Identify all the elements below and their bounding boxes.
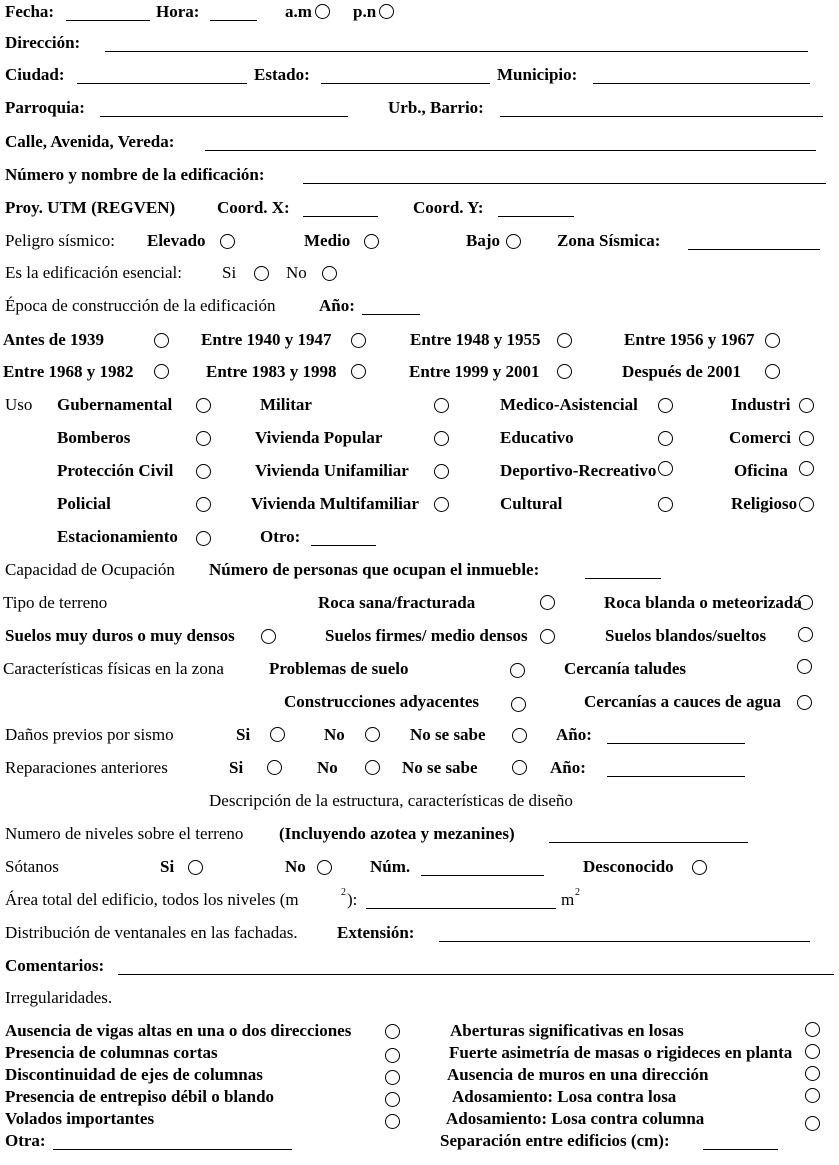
terreno-option-label: Suelos muy duros o muy densos: [5, 626, 235, 645]
danos-ano-input[interactable]: [607, 743, 745, 744]
terreno-option-radio[interactable]: [798, 595, 813, 610]
calle-input[interactable]: [205, 150, 816, 151]
irregularidad-checkbox[interactable]: [805, 1044, 820, 1059]
zona-option-label: Construcciones adyacentes: [284, 692, 480, 711]
urb-input[interactable]: [500, 116, 823, 117]
zona-option-label: Cercanía taludes: [564, 659, 686, 678]
niveles-input[interactable]: [549, 842, 748, 843]
irregularidad-label: Volados importantes: [5, 1109, 155, 1128]
uso-option-radio[interactable]: [434, 431, 449, 446]
sotanos-no-label: No: [285, 857, 306, 876]
uso-option-label: Vivienda Unifamiliar: [255, 461, 409, 480]
zona-sismica-label: Zona Sísmica:: [557, 231, 661, 250]
pm-label: p.n: [353, 2, 377, 21]
uso-option-radio[interactable]: [196, 531, 211, 546]
coord-y-label: Coord. Y:: [413, 198, 484, 217]
epoca-option-radio[interactable]: [765, 333, 780, 348]
danos-no-label: No: [324, 725, 345, 744]
irregularidad-checkbox[interactable]: [805, 1116, 820, 1131]
pm-radio[interactable]: [379, 4, 394, 19]
elevado-label: Elevado: [147, 231, 206, 250]
epoca-option-radio[interactable]: [351, 364, 366, 379]
terreno-option-radio[interactable]: [540, 595, 555, 610]
uso-option-radio[interactable]: [799, 398, 814, 413]
uso-option-radio[interactable]: [658, 497, 673, 512]
separacion-label: Separación entre edificios (cm):: [440, 1131, 670, 1150]
calle-label: Calle, Avenida, Vereda:: [5, 132, 175, 151]
terreno-option-label: Roca sana/fracturada: [318, 593, 476, 612]
uso-option-radio[interactable]: [799, 431, 814, 446]
uso-option-radio[interactable]: [658, 398, 673, 413]
desconocido-radio[interactable]: [692, 860, 707, 875]
bajo-radio[interactable]: [506, 234, 521, 249]
rep-no-radio[interactable]: [365, 760, 380, 775]
epoca-option-label: Después de 2001: [622, 362, 742, 381]
area-label: Área total del edificio, todos los niveles (m: [5, 890, 299, 909]
danos-si-radio[interactable]: [270, 727, 285, 742]
urb-label: Urb., Barrio:: [388, 98, 484, 117]
uso-option-label: Bomberos: [57, 428, 131, 447]
irregularidad-checkbox[interactable]: [385, 1114, 400, 1129]
uso-option-label: Militar: [260, 395, 312, 414]
esencial-label: Es la edificación esencial:: [5, 263, 182, 282]
fecha-label: Fecha:: [5, 2, 55, 21]
sotanos-no-radio[interactable]: [317, 860, 332, 875]
municipio-label: Municipio:: [497, 65, 578, 84]
uso-option-radio[interactable]: [434, 464, 449, 479]
uso-option-radio[interactable]: [434, 497, 449, 512]
irregularidad-checkbox[interactable]: [805, 1066, 820, 1081]
personas-label: Número de personas que ocupan el inmueble:: [209, 560, 540, 579]
zona-option-label: Cercanías a cauces de agua: [584, 692, 782, 711]
terreno-option-label: Suelos blandos/sueltos: [605, 626, 767, 645]
uso-option-label: Protección Civil: [57, 461, 174, 480]
epoca-option-radio[interactable]: [154, 333, 169, 348]
direccion-label: Dirección:: [5, 33, 81, 52]
desconocido-label: Desconocido: [583, 857, 674, 876]
reparaciones-label: Reparaciones anteriores: [5, 758, 168, 777]
irregularidad-checkbox[interactable]: [805, 1022, 820, 1037]
uso-option-label: Deportivo-Recreativo: [500, 461, 657, 480]
irregularidad-label: Adosamiento: Losa contra losa: [452, 1087, 677, 1106]
sotanos-si-radio[interactable]: [188, 860, 203, 875]
sotanos-si-label: Si: [160, 857, 175, 876]
uso-option-radio[interactable]: [658, 431, 673, 446]
rep-si-label: Si: [229, 758, 244, 777]
irregularidades-label: Irregularidades.: [5, 988, 113, 1007]
zona-option-radio[interactable]: [797, 695, 812, 710]
uso-option-radio[interactable]: [799, 461, 814, 476]
rep-nosabe-radio[interactable]: [512, 760, 527, 775]
epoca-option-label: Antes de 1939: [3, 330, 105, 349]
irregularidad-checkbox[interactable]: [385, 1024, 400, 1039]
coord-x-label: Coord. X:: [217, 198, 290, 217]
elevado-radio[interactable]: [220, 234, 235, 249]
medio-label: Medio: [304, 231, 351, 250]
extension-label: Extensión:: [337, 923, 415, 942]
bajo-label: Bajo: [466, 231, 500, 250]
epoca-option-radio[interactable]: [765, 364, 780, 379]
estado-label: Estado:: [254, 65, 310, 84]
rep-ano-label: Año:: [550, 758, 586, 777]
uso-option-label: Industri: [731, 395, 791, 414]
terreno-option-label: Suelos firmes/ medio densos: [325, 626, 528, 645]
zona-option-radio[interactable]: [511, 697, 526, 712]
irregularidad-checkbox[interactable]: [385, 1092, 400, 1107]
edificacion-input[interactable]: [303, 183, 826, 184]
epoca-option-label: Entre 1940 y 1947: [201, 330, 332, 349]
niveles-label: Numero de niveles sobre el terreno: [5, 824, 244, 843]
uso-option-radio[interactable]: [196, 431, 211, 446]
personas-input[interactable]: [585, 578, 661, 579]
parroquia-label: Parroquia:: [5, 98, 85, 117]
otra-label: Otra:: [5, 1131, 46, 1150]
uso-option-label: Estacionamiento: [57, 527, 178, 546]
uso-option-radio[interactable]: [196, 398, 211, 413]
irregularidad-label: Ausencia de vigas altas en una o dos direcciones: [5, 1021, 352, 1040]
distribucion-label: Distribución de ventanales en las fachadas.: [5, 923, 298, 942]
esencial-no-label: No: [286, 263, 307, 282]
area-label-end: ):: [347, 890, 358, 909]
zona-option-label: Problemas de suelo: [269, 659, 409, 678]
danos-si-label: Si: [236, 725, 251, 744]
irregularidad-checkbox[interactable]: [805, 1088, 820, 1103]
esencial-si-label: Si: [222, 263, 237, 282]
epoca-option-radio[interactable]: [557, 364, 572, 379]
estructura-title: Descripción de la estructura, características de diseño: [209, 791, 573, 810]
zona-sismica-input[interactable]: [688, 249, 820, 250]
area-unit: m: [561, 890, 575, 909]
peligro-label: Peligro sísmico:: [5, 231, 116, 250]
niveles-note: (Incluyendo azotea y mezanines): [279, 824, 515, 843]
coord-y-input[interactable]: [498, 216, 574, 217]
uso-option-label: Gubernamental: [57, 395, 173, 414]
uso-otro-label: Otro:: [260, 527, 301, 546]
capacidad-label: Capacidad de Ocupación: [5, 560, 175, 579]
uso-option-radio[interactable]: [196, 464, 211, 479]
sotanos-label: Sótanos: [5, 857, 59, 876]
epoca-option-radio[interactable]: [154, 364, 169, 379]
epoca-ano-label: Año:: [319, 296, 355, 315]
uso-option-label: Comerci: [729, 428, 791, 447]
estado-input[interactable]: [321, 83, 490, 84]
terreno-option-radio[interactable]: [261, 629, 276, 644]
terreno-option-radio[interactable]: [540, 629, 555, 644]
comentarios-label: Comentarios:: [5, 956, 105, 975]
zona-option-radio[interactable]: [797, 659, 812, 674]
esencial-si-radio[interactable]: [254, 266, 269, 281]
sotanos-num-input[interactable]: [421, 875, 544, 876]
uso-otro-input[interactable]: [311, 545, 376, 546]
epoca-option-label: Entre 1999 y 2001: [409, 362, 540, 381]
irregularidad-checkbox[interactable]: [385, 1048, 400, 1063]
uso-option-radio[interactable]: [658, 461, 673, 476]
parroquia-input[interactable]: [100, 116, 348, 117]
uso-option-label: Vivienda Multifamiliar: [251, 494, 419, 513]
epoca-option-label: Entre 1956 y 1967: [624, 330, 755, 349]
epoca-option-radio[interactable]: [351, 333, 366, 348]
uso-option-label: Policial: [57, 494, 111, 513]
irregularidad-label: Discontinuidad de ejes de columnas: [5, 1065, 263, 1084]
epoca-option-radio[interactable]: [557, 333, 572, 348]
epoca-ano-input[interactable]: [362, 314, 420, 315]
uso-option-label: Educativo: [500, 428, 574, 447]
coord-x-input[interactable]: [303, 216, 378, 217]
am-label: a.m: [285, 2, 312, 21]
uso-option-radio[interactable]: [434, 398, 449, 413]
irregularidad-label: Adosamiento: Losa contra columna: [446, 1109, 705, 1128]
irregularidad-checkbox[interactable]: [385, 1070, 400, 1085]
rep-no-label: No: [317, 758, 338, 777]
zona-label: Características físicas en la zona: [3, 659, 224, 678]
irregularidad-label: Aberturas significativas en losas: [450, 1021, 684, 1040]
rep-si-radio[interactable]: [267, 760, 282, 775]
area-input[interactable]: [366, 908, 556, 909]
irregularidad-label: Presencia de columnas cortas: [5, 1043, 218, 1062]
uso-option-label: Medico-Asistencial: [500, 395, 638, 414]
irregularidad-label: Ausencia de muros en una dirección: [447, 1065, 709, 1084]
zona-option-radio[interactable]: [510, 663, 525, 678]
danos-nosabe-radio[interactable]: [512, 728, 527, 743]
uso-option-label: Oficina: [734, 461, 788, 480]
uso-option-label: Vivienda Popular: [255, 428, 383, 447]
municipio-input[interactable]: [593, 83, 810, 84]
medio-radio[interactable]: [364, 234, 379, 249]
utm-label: Proy. UTM (REGVEN): [5, 198, 176, 217]
epoca-option-label: Entre 1948 y 1955: [410, 330, 541, 349]
edificacion-label: Número y nombre de la edificación:: [5, 165, 265, 184]
area-exponent: 2: [341, 887, 346, 898]
irregularidad-label: Presencia de entrepiso débil o blando: [5, 1087, 275, 1106]
rep-nosabe-label: No se sabe: [402, 758, 478, 777]
separacion-input[interactable]: [703, 1149, 778, 1150]
otra-input[interactable]: [53, 1149, 292, 1150]
danos-ano-label: Año:: [556, 725, 592, 744]
danos-nosabe-label: No se sabe: [410, 725, 486, 744]
uso-option-radio[interactable]: [196, 497, 211, 512]
esencial-no-radio[interactable]: [322, 266, 337, 281]
uso-option-label: Religioso: [731, 494, 798, 513]
comentarios-input[interactable]: [118, 974, 834, 975]
am-radio[interactable]: [315, 4, 330, 19]
danos-no-radio[interactable]: [365, 727, 380, 742]
sotanos-num-label: Núm.: [370, 857, 411, 876]
ciudad-input[interactable]: [77, 83, 247, 84]
terreno-option-label: Roca blanda o meteorizada: [604, 593, 802, 612]
extension-input[interactable]: [439, 941, 810, 942]
area-unit-exponent: 2: [575, 887, 580, 898]
epoca-option-label: Entre 1968 y 1982: [3, 362, 134, 381]
uso-option-radio[interactable]: [799, 497, 814, 512]
ciudad-label: Ciudad:: [5, 65, 65, 84]
direccion-input[interactable]: [105, 51, 808, 52]
irregularidad-label: Fuerte asimetría de masas o rigideces en planta: [449, 1043, 793, 1062]
terreno-option-radio[interactable]: [798, 627, 813, 642]
fecha-input[interactable]: [66, 20, 150, 21]
rep-ano-input[interactable]: [607, 776, 745, 777]
terreno-label: Tipo de terreno: [3, 593, 108, 612]
hora-label: Hora:: [156, 2, 200, 21]
hora-input[interactable]: [210, 20, 257, 21]
uso-label: Uso: [5, 395, 33, 414]
epoca-option-label: Entre 1983 y 1998: [206, 362, 337, 381]
danos-label: Daños previos por sismo: [5, 725, 174, 744]
uso-option-label: Cultural: [500, 494, 563, 513]
epoca-label: Época de construcción de la edificación: [5, 296, 276, 315]
